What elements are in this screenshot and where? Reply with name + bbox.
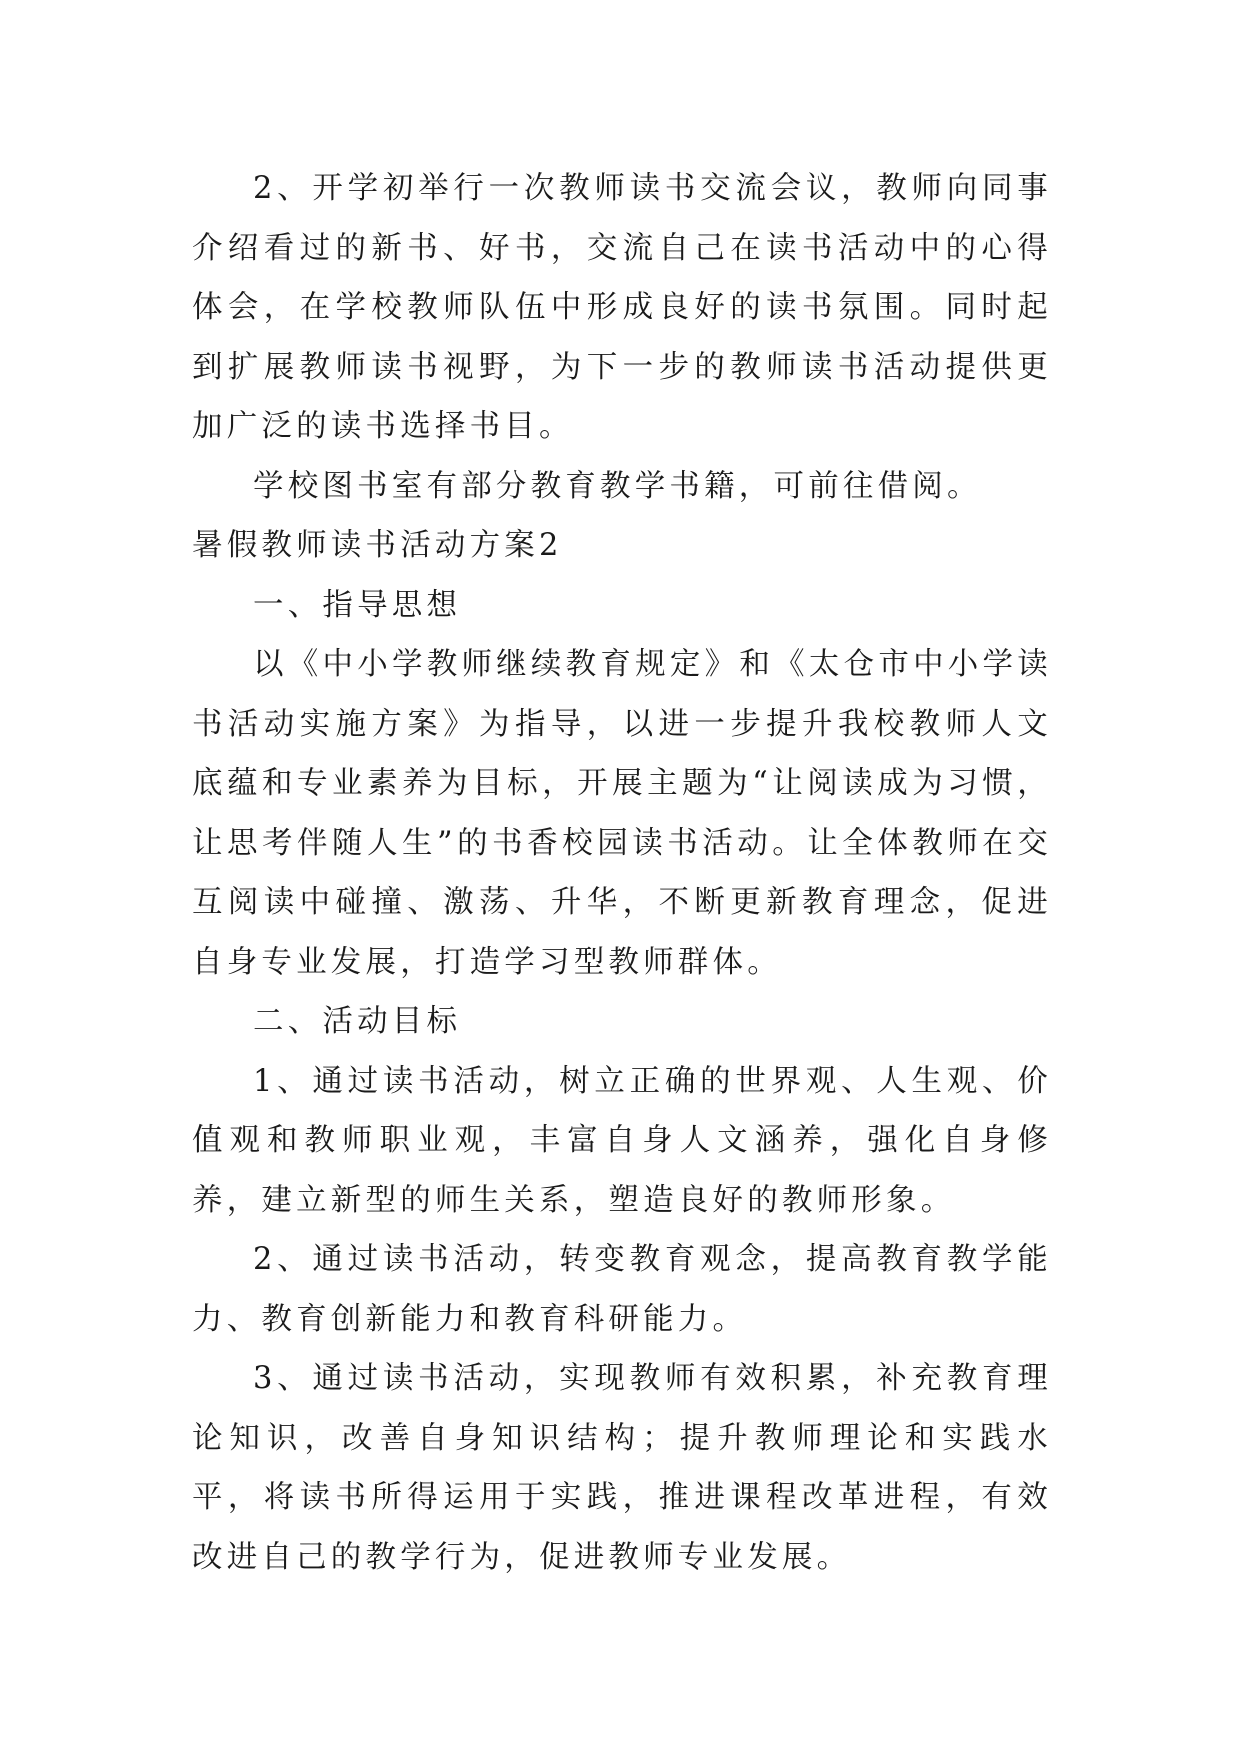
heading-activity-goals: 二、活动目标	[253, 1004, 462, 1039]
section-title: 暑假教师读书活动方案2	[192, 528, 563, 563]
paragraph-library-note: 学校图书室有部分教育教学书籍，可前往借阅。	[253, 468, 982, 504]
paragraph-goal-3: 3、通过读书活动，实现教师有效积累，补充教育理论知识，改善自身知识结构；提升教师理论和实践水平，将读书所得运用于实践，推进课程改革进程，有效改进自己的教学行为，促进教师专业发展。	[192, 1361, 1052, 1575]
paragraph-reading-exchange: 2、开学初举行一次教师读书交流会议，教师向同事介绍看过的新书、好书，交流自己在读书活动中的心得体会，在学校教师队伍中形成良好的读书氛围。同时起到扩展教师读书视野，为下一步的教师读书活动提供更加广泛的读书选择书目。	[192, 171, 1052, 444]
document-body	[192, 159, 1052, 1587]
heading-guiding-ideology: 一、指导思想	[253, 587, 462, 623]
paragraph-goal-1: 1、通过读书活动，树立正确的世界观、人生观、价值观和教师职业观，丰富自身人文涵养，强化自身修养，建立新型的师生关系，塑造良好的教师形象。	[192, 1063, 1052, 1218]
paragraph-goal-2: 2、通过读书活动，转变教育观念，提高教育教学能力、教育创新能力和教育科研能力。	[192, 1242, 1052, 1337]
paragraph-guiding-ideology: 以《中小学教师继续教育规定》和《太仓市中小学读书活动实施方案》为指导，以进一步提升我校教师人文底蕴和专业素养为目标，开展主题为“让阅读成为习惯，让思考伴随人生”的书香校园读书活动。让全体教师在交互阅读中碰撞、激荡、升华，不断更新教育理念，促进自身专业发展，打造学习型教师群体。	[192, 647, 1052, 980]
